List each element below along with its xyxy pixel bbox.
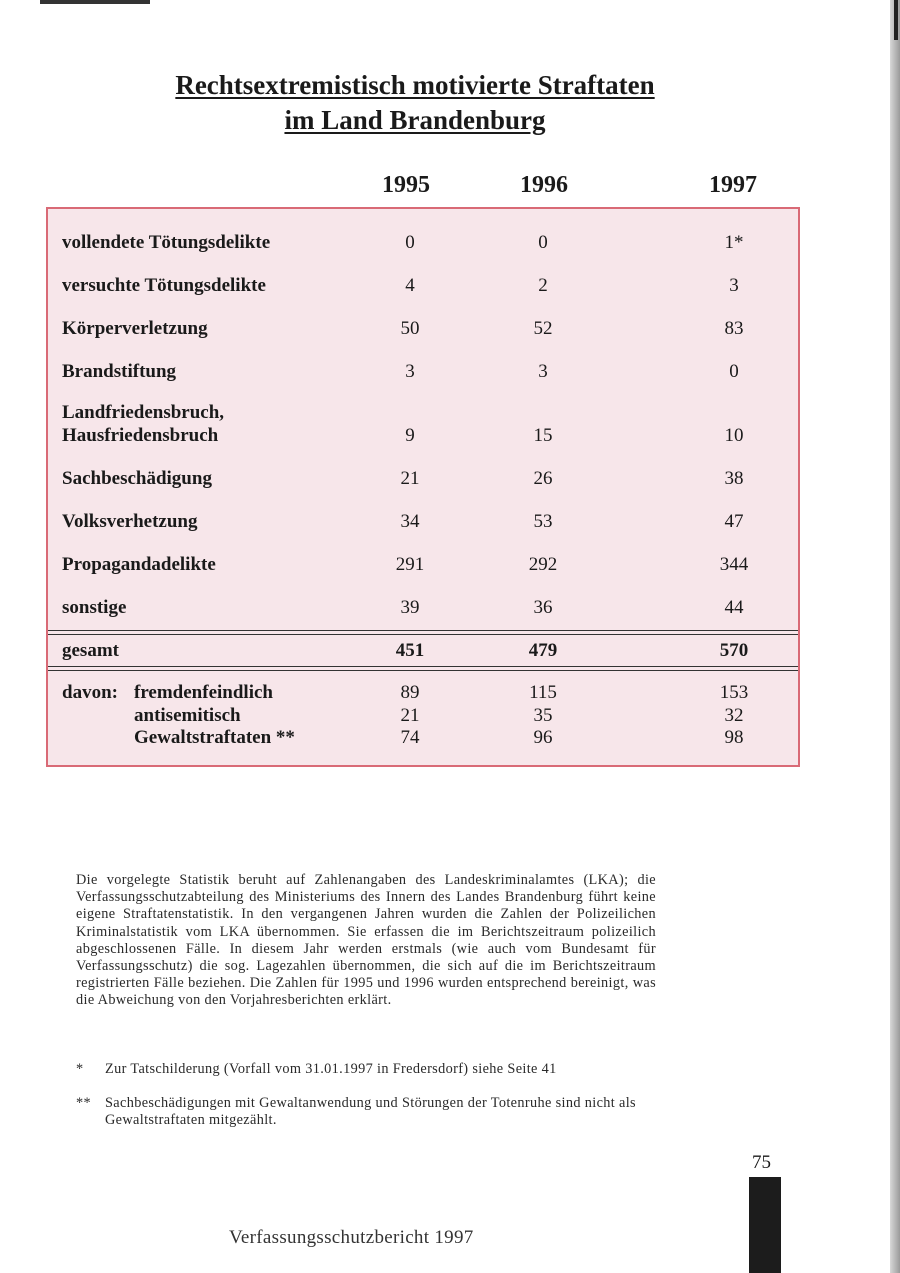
total-top-divider (48, 630, 798, 635)
value-1995: 0 (405, 232, 415, 253)
total-1996: 479 (528, 640, 558, 661)
thumb-index-bar (749, 1177, 781, 1273)
subset-row (48, 727, 798, 753)
value-1996: 53 (533, 511, 553, 532)
row-label-line-1: Landfriedensbruch, (62, 402, 225, 423)
value-1995: 291 (395, 554, 425, 575)
value-1997: 0 (729, 361, 739, 382)
subset-label: Gewaltstraftaten ** (134, 727, 295, 748)
value-1997: 32 (724, 705, 744, 726)
value-1995: 74 (400, 727, 420, 748)
value-1996: 0 (538, 232, 548, 253)
statistics-table (46, 207, 800, 767)
total-1997: 570 (719, 640, 749, 661)
table-row (48, 425, 798, 451)
table-row (48, 361, 798, 387)
value-1996: 2 (538, 275, 548, 296)
row-label: vollendete Tötungsdelikte (62, 232, 271, 253)
value-1997: 1* (724, 232, 744, 253)
value-1996: 26 (533, 468, 553, 489)
value-1997: 344 (719, 554, 749, 575)
total-bottom-divider (48, 666, 798, 671)
footer-title: Verfassungsschutzbericht 1997 (229, 1227, 474, 1248)
value-1997: 10 (724, 425, 744, 446)
value-1995: 21 (400, 468, 420, 489)
row-label: Propagandadelikte (62, 554, 216, 575)
table-row (48, 597, 798, 623)
value-1997: 3 (729, 275, 739, 296)
value-1996: 36 (533, 597, 553, 618)
value-1995: 34 (400, 511, 420, 532)
value-1997: 44 (724, 597, 744, 618)
davon-prefix: davon: (62, 682, 118, 703)
table-row (48, 275, 798, 301)
total-label: gesamt (62, 640, 119, 661)
value-1996: 35 (533, 705, 553, 726)
subset-label: antisemitisch (134, 705, 241, 726)
footnote-single-star (76, 1061, 656, 1078)
footnote-text: Zur Tatschilderung (Vorfall vom 31.01.1997 in Fredersdorf) siehe Seite 41 (105, 1061, 557, 1077)
row-label: Körperverletzung (62, 318, 208, 339)
year-header-1995: 1995 (382, 172, 430, 198)
value-1995: 9 (405, 425, 415, 446)
footnote-marker: ** (76, 1095, 91, 1111)
row-label: Volksverhetzung (62, 511, 198, 532)
total-1995: 451 (395, 640, 425, 661)
value-1997: 98 (724, 727, 744, 748)
table-row (48, 511, 798, 537)
table-row (48, 468, 798, 494)
value-1995: 39 (400, 597, 420, 618)
value-1997: 47 (724, 511, 744, 532)
table-row (48, 232, 798, 258)
value-1995: 21 (400, 705, 420, 726)
row-label: Brandstiftung (62, 361, 177, 382)
title-line-2: im Land Brandenburg (284, 105, 546, 135)
year-header-1997: 1997 (709, 172, 757, 198)
footnote-text: Sachbeschädigungen mit Gewaltanwendung und Störungen der Totenruhe sind nicht als Gewaltstraftaten mitgezählt. (105, 1095, 636, 1129)
title-line-1: Rechtsextremistisch motivierte Straftaten (175, 70, 655, 100)
value-1996: 15 (533, 425, 553, 446)
table-row (48, 554, 798, 580)
page-edge-mark (894, 0, 898, 40)
value-1997: 153 (719, 682, 749, 703)
page-edge-shadow (890, 0, 900, 1273)
value-1996: 52 (533, 318, 553, 339)
value-1997: 83 (724, 318, 744, 339)
value-1995: 3 (405, 361, 415, 382)
value-1996: 3 (538, 361, 548, 382)
footnote-marker: * (76, 1061, 84, 1077)
value-1996: 96 (533, 727, 553, 748)
footnote-double-star (76, 1095, 656, 1129)
row-label: Sachbeschädigung (62, 468, 212, 489)
explanation-paragraph: Die vorgelegte Statistik beruht auf Zahlenangaben des Landeskriminalamtes (LKA); die Verfassungsschutzabteilung des Ministeriums des Innern des Landes Brandenburg führt keine eigene Straftatenstatistik. In den vergangenen Jahren wurden die Zahlen der Polizeilichen Kriminalstatistik vom LKA übernommen. Sie erfassen die im Berichtszeitraum polizeilich abgeschlossenen Fälle. In diesem Jahr werden erstmals (wie auch vom Bundesamt für Verfassungsschutz) die sog. Lagezahlen übernommen, die sich auf die im Berichtszeitraum registrierten Fälle beziehen. Die Zahlen für 1995 und 1996 wurden entsprechend bereinigt, was die Abweichung von den Vorjahresberichten erklärt. (76, 872, 656, 1009)
table-row (48, 318, 798, 344)
value-1996: 292 (528, 554, 558, 575)
value-1995: 50 (400, 318, 420, 339)
page-number: 75 (752, 1152, 771, 1173)
row-label: sonstige (62, 597, 127, 618)
row-label-line-2: Hausfriedensbruch (62, 425, 219, 446)
year-header-1996: 1996 (520, 172, 568, 198)
row-label: versuchte Tötungsdelikte (62, 275, 266, 296)
value-1997: 38 (724, 468, 744, 489)
total-row (48, 640, 798, 666)
value-1995: 89 (400, 682, 420, 703)
subset-label: fremdenfeindlich (134, 682, 273, 703)
top-edge-mark (40, 0, 150, 4)
value-1995: 4 (405, 275, 415, 296)
value-1996: 115 (529, 682, 557, 703)
